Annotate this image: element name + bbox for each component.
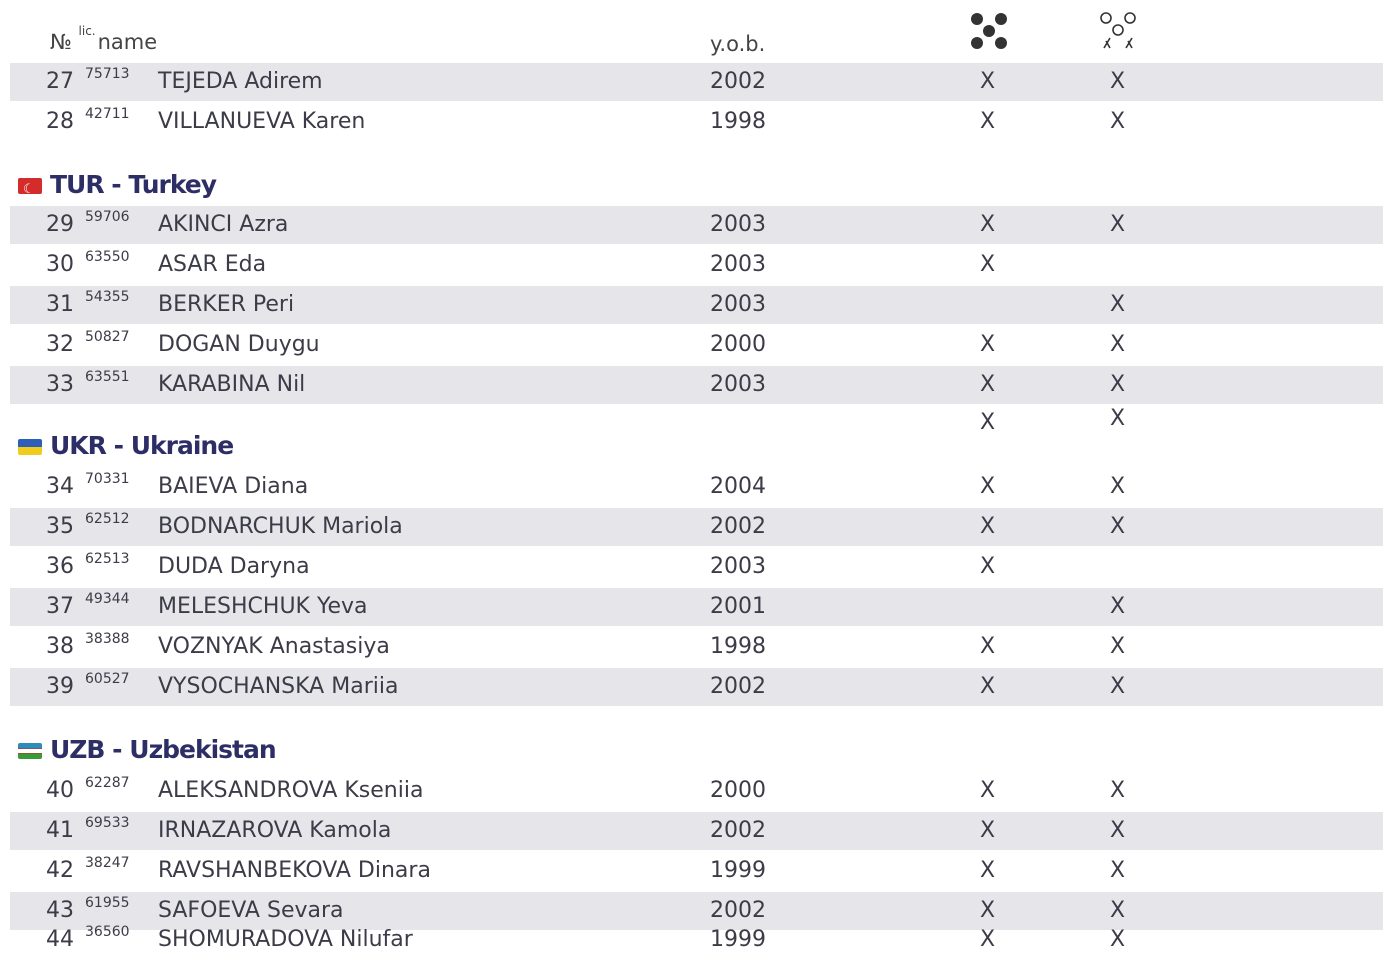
table-row bbox=[10, 772, 1383, 810]
entry-number: 42 bbox=[46, 858, 74, 883]
license-number: 75713 bbox=[85, 66, 130, 82]
athlete-name: TEJEDA Adirem bbox=[158, 69, 323, 94]
athlete-name: RAVSHANBEKOVA Dinara bbox=[158, 858, 431, 883]
apparatus1-mark: X bbox=[980, 818, 996, 843]
table-row bbox=[10, 366, 1383, 404]
entry-number: 27 bbox=[46, 69, 74, 94]
balls-apparatus-icon bbox=[968, 10, 1014, 54]
year-of-birth: 2004 bbox=[710, 474, 766, 499]
year-of-birth: 2003 bbox=[710, 212, 766, 237]
apparatus2-mark: X bbox=[1110, 927, 1126, 952]
year-of-birth: 2003 bbox=[710, 292, 766, 317]
extra-apparatus1-mark: X bbox=[980, 410, 996, 435]
table-row bbox=[10, 812, 1383, 850]
athlete-name: BAIEVA Diana bbox=[158, 474, 309, 499]
country-heading-uzb bbox=[18, 733, 276, 767]
year-of-birth: 2000 bbox=[710, 778, 766, 803]
apparatus2-mark: X bbox=[1110, 69, 1126, 94]
athlete-name: VILLANUEVA Karen bbox=[158, 109, 366, 134]
license-number: 62512 bbox=[85, 511, 130, 527]
apparatus2-mark: X bbox=[1110, 898, 1126, 923]
year-of-birth: 1998 bbox=[710, 109, 766, 134]
year-of-birth: 2002 bbox=[710, 898, 766, 923]
license-number: 61955 bbox=[85, 895, 130, 911]
apparatus2-mark: X bbox=[1110, 212, 1126, 237]
apparatus1-mark: X bbox=[980, 554, 996, 579]
apparatus2-mark: X bbox=[1110, 858, 1126, 883]
entry-number: 44 bbox=[46, 927, 74, 952]
turkey-flag-icon bbox=[18, 178, 42, 194]
apparatus2-mark: X bbox=[1110, 292, 1126, 317]
extra-apparatus2-mark: X bbox=[1110, 406, 1126, 431]
table-row bbox=[10, 206, 1383, 244]
apparatus2-mark: X bbox=[1110, 674, 1126, 699]
athlete-name: BODNARCHUK Mariola bbox=[158, 514, 403, 539]
year-of-birth: 2001 bbox=[710, 594, 766, 619]
year-of-birth: 2003 bbox=[710, 252, 766, 277]
year-of-birth: 2002 bbox=[710, 674, 766, 699]
country-title: TUR - Turkey bbox=[50, 170, 217, 199]
apparatus1-mark: X bbox=[980, 778, 996, 803]
license-number: 62513 bbox=[85, 551, 130, 567]
apparatus2-mark: X bbox=[1110, 818, 1126, 843]
athlete-name: VOZNYAK Anastasiya bbox=[158, 634, 390, 659]
table-row bbox=[10, 246, 1383, 284]
year-of-birth: 1998 bbox=[710, 634, 766, 659]
table-row bbox=[10, 628, 1383, 666]
header-name-label: name bbox=[97, 30, 158, 54]
apparatus1-mark: X bbox=[980, 109, 996, 134]
entry-number: 33 bbox=[46, 372, 74, 397]
entry-number: 38 bbox=[46, 634, 74, 659]
table-row bbox=[10, 326, 1383, 364]
license-number: 36560 bbox=[85, 924, 130, 940]
athlete-name: KARABINA Nil bbox=[158, 372, 306, 397]
table-row bbox=[10, 668, 1383, 706]
apparatus2-mark: X bbox=[1110, 778, 1126, 803]
header-yob-label: y.o.b. bbox=[710, 32, 766, 56]
apparatus1-mark: X bbox=[980, 898, 996, 923]
entry-number: 29 bbox=[46, 212, 74, 237]
year-of-birth: 2002 bbox=[710, 69, 766, 94]
table-row bbox=[10, 852, 1383, 890]
athlete-name: VYSOCHANSKA Mariia bbox=[158, 674, 399, 699]
license-number: 49344 bbox=[85, 591, 130, 607]
athlete-name: AKINCI Azra bbox=[158, 212, 289, 237]
athlete-name: DUDA Daryna bbox=[158, 554, 310, 579]
year-of-birth: 2003 bbox=[710, 554, 766, 579]
entry-number: 30 bbox=[46, 252, 74, 277]
athlete-name: IRNAZAROVA Kamola bbox=[158, 818, 392, 843]
clubs-apparatus-icon bbox=[1096, 10, 1142, 54]
license-number: 38247 bbox=[85, 855, 130, 871]
apparatus2-mark: X bbox=[1110, 332, 1126, 357]
table-row bbox=[10, 286, 1383, 324]
license-number: 70331 bbox=[85, 471, 130, 487]
header-lic-label: lic. bbox=[78, 24, 96, 38]
year-of-birth: 1999 bbox=[710, 858, 766, 883]
license-number: 59706 bbox=[85, 209, 130, 225]
athlete-name: MELESHCHUK Yeva bbox=[158, 594, 368, 619]
license-number: 42711 bbox=[85, 106, 130, 122]
ukraine-flag-icon bbox=[18, 439, 42, 455]
license-number: 60527 bbox=[85, 671, 130, 687]
table-row bbox=[10, 103, 1383, 141]
country-title: UKR - Ukraine bbox=[50, 431, 234, 460]
apparatus1-mark: X bbox=[980, 372, 996, 397]
apparatus1-mark: X bbox=[980, 69, 996, 94]
apparatus2-mark: X bbox=[1110, 109, 1126, 134]
license-number: 54355 bbox=[85, 289, 130, 305]
year-of-birth: 1999 bbox=[710, 927, 766, 952]
athlete-name: SAFOEVA Sevara bbox=[158, 898, 344, 923]
entry-number: 31 bbox=[46, 292, 74, 317]
apparatus1-mark: X bbox=[980, 332, 996, 357]
apparatus2-mark: X bbox=[1110, 594, 1126, 619]
header-number-lic-name bbox=[50, 24, 158, 54]
apparatus1-mark: X bbox=[980, 252, 996, 277]
license-number: 50827 bbox=[85, 329, 130, 345]
apparatus2-mark: X bbox=[1110, 474, 1126, 499]
athlete-name: SHOMURADOVA Nilufar bbox=[158, 927, 413, 952]
apparatus1-mark: X bbox=[980, 514, 996, 539]
apparatus1-mark: X bbox=[980, 474, 996, 499]
athlete-name: ASAR Eda bbox=[158, 252, 267, 277]
entry-number: 32 bbox=[46, 332, 74, 357]
athlete-name: DOGAN Duygu bbox=[158, 332, 320, 357]
table-row bbox=[10, 63, 1383, 101]
header-number-label: № bbox=[50, 30, 72, 54]
year-of-birth: 2000 bbox=[710, 332, 766, 357]
entry-number: 41 bbox=[46, 818, 74, 843]
entry-number: 40 bbox=[46, 778, 74, 803]
entry-number: 34 bbox=[46, 474, 74, 499]
entry-number: 36 bbox=[46, 554, 74, 579]
license-number: 69533 bbox=[85, 815, 130, 831]
license-number: 38388 bbox=[85, 631, 130, 647]
apparatus2-mark: X bbox=[1110, 634, 1126, 659]
apparatus1-mark: X bbox=[980, 634, 996, 659]
year-of-birth: 2002 bbox=[710, 818, 766, 843]
uzbekistan-flag-icon bbox=[18, 743, 42, 759]
year-of-birth: 2003 bbox=[710, 372, 766, 397]
table-row bbox=[10, 508, 1383, 546]
apparatus2-mark: X bbox=[1110, 372, 1126, 397]
entry-number: 28 bbox=[46, 109, 74, 134]
table-row bbox=[10, 548, 1383, 586]
entry-number: 39 bbox=[46, 674, 74, 699]
apparatus1-mark: X bbox=[980, 674, 996, 699]
apparatus1-mark: X bbox=[980, 927, 996, 952]
license-number: 63551 bbox=[85, 369, 130, 385]
apparatus1-mark: X bbox=[980, 858, 996, 883]
license-number: 62287 bbox=[85, 775, 130, 791]
athlete-name: ALEKSANDROVA Kseniia bbox=[158, 778, 424, 803]
table-row bbox=[10, 921, 1383, 959]
country-heading-tur bbox=[18, 168, 216, 202]
year-of-birth: 2002 bbox=[710, 514, 766, 539]
country-heading-ukr bbox=[18, 429, 233, 463]
license-number: 63550 bbox=[85, 249, 130, 265]
apparatus2-mark: X bbox=[1110, 514, 1126, 539]
entry-number: 35 bbox=[46, 514, 74, 539]
athlete-name: BERKER Peri bbox=[158, 292, 295, 317]
table-row bbox=[10, 468, 1383, 506]
apparatus1-mark: X bbox=[980, 212, 996, 237]
country-title: UZB - Uzbekistan bbox=[50, 735, 276, 764]
table-row bbox=[10, 588, 1383, 626]
entry-number: 37 bbox=[46, 594, 74, 619]
entry-number: 43 bbox=[46, 898, 74, 923]
